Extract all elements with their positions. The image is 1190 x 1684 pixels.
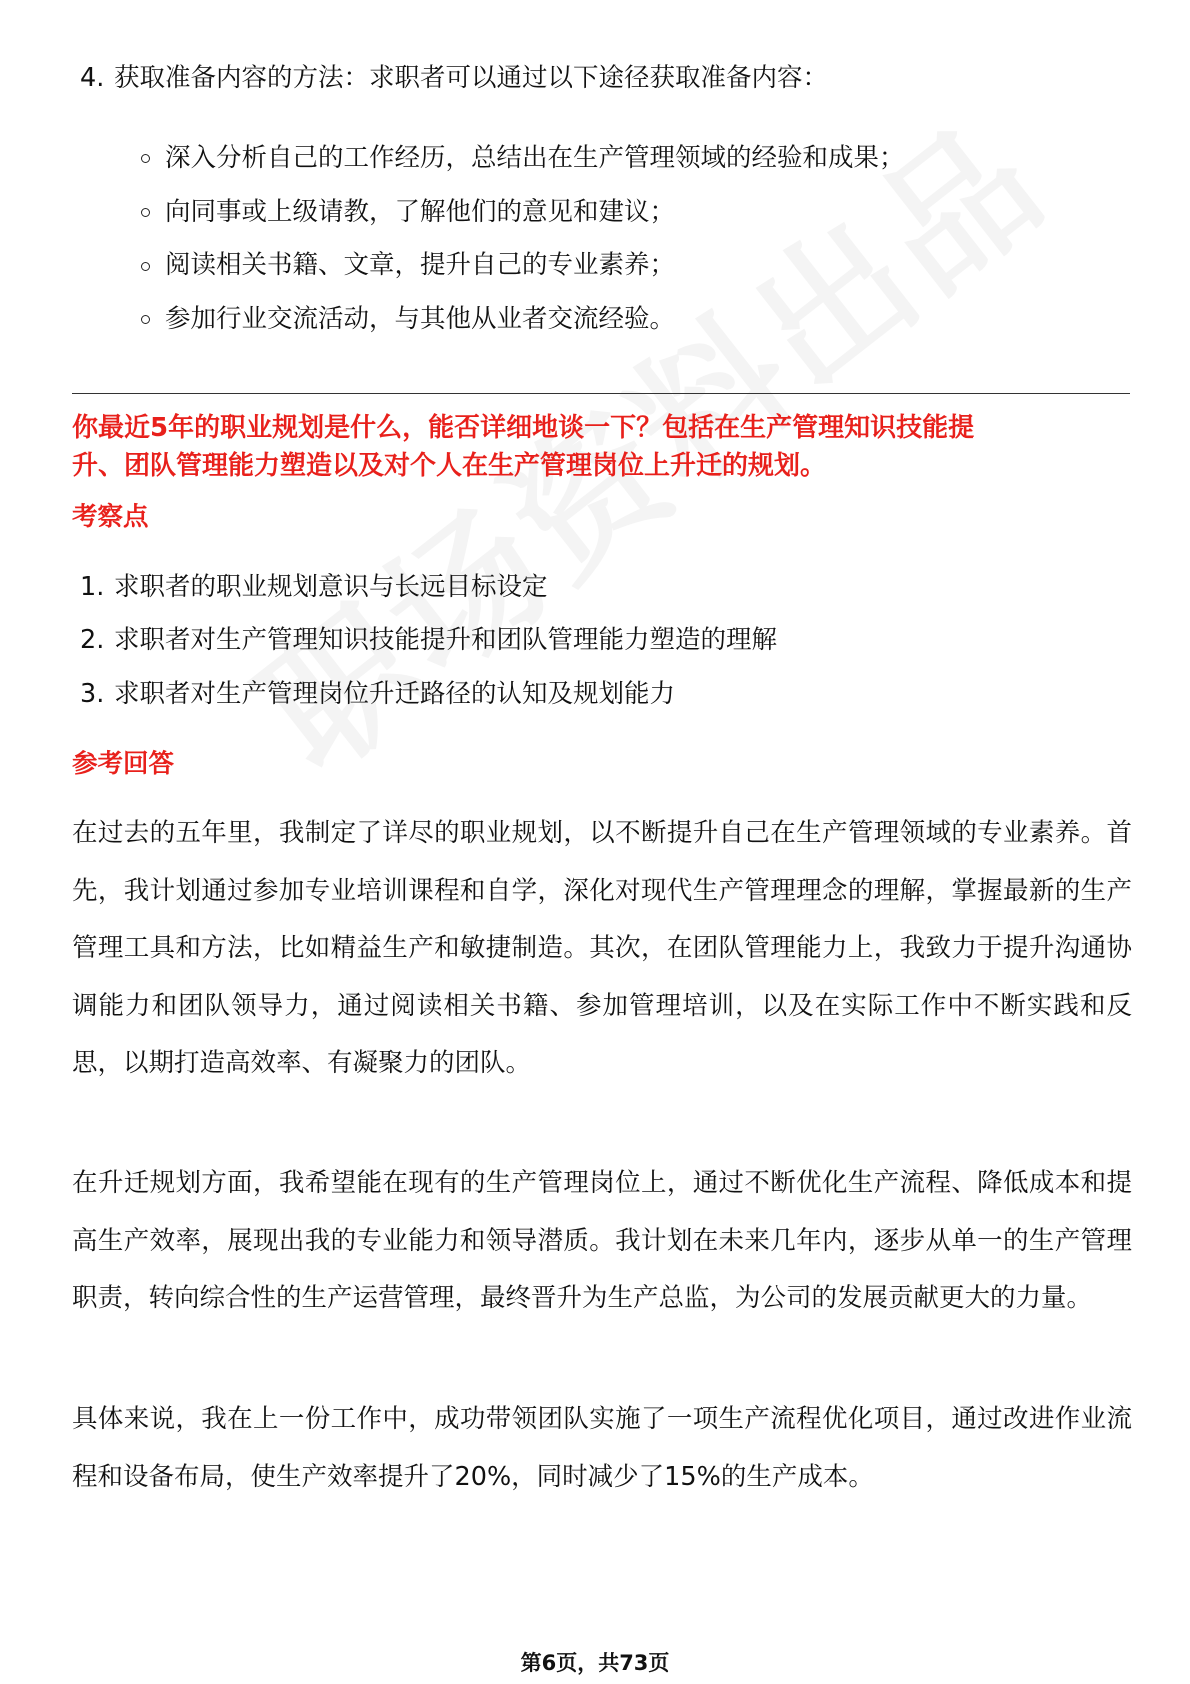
answer-heading: 参考回答	[72, 749, 175, 779]
bullet-icon	[141, 315, 150, 324]
question-title	[72, 409, 1132, 485]
answer-paragraph: 在升迁规划方面，我希望能在现有的生产管理岗位上，通过不断优化生产流程、降低成本和提高生产效率，展现出我的专业能力和领导潜质。我计划在未来几年内，逐步从单一的生产管理职责，转向综合性的生产运营管理，最终晋升为生产总监，为公司的发展贡献更大的力量。	[72, 1168, 1132, 1314]
assessment-heading: 考察点	[72, 502, 149, 532]
bullet-icon	[141, 208, 150, 217]
assessment-item: 求职者的职业规划意识与长远目标设定	[114, 572, 548, 602]
question-line: 你最近5年的职业规划是什么，能否详细地谈一下？包括在生产管理知识技能提	[72, 413, 975, 443]
bullet-item: 深入分析自己的工作经历，总结出在生产管理领域的经验和成果；	[165, 143, 905, 173]
section-divider	[72, 393, 1130, 394]
method-item-text: 获取准备内容的方法：求职者可以通过以下途径获取准备内容：	[114, 63, 829, 93]
assessment-item: 求职者对生产管理岗位升迁路径的认知及规划能力	[114, 679, 676, 709]
list-number: 3.	[80, 679, 105, 709]
bullet-icon	[141, 154, 150, 163]
question-line: 升、团队管理能力塑造以及对个人在生产管理岗位上升迁的规划。	[72, 451, 827, 481]
bullet-item: 向同事或上级请教，了解他们的意见和建议；	[165, 197, 676, 227]
assessment-item: 求职者对生产管理知识技能提升和团队管理能力塑造的理解	[114, 625, 778, 655]
list-number: 1.	[80, 572, 105, 602]
answer-paragraph: 在过去的五年里，我制定了详尽的职业规划，以不断提升自己在生产管理领域的专业素养。首先，我计划通过参加专业培训课程和自学，深化对现代生产管理理念的理解，掌握最新的生产管理工具和方法，比如精益生产和敏捷制造。其次，在团队管理能力上，我致力于提升沟通协调能力和团队领导力，通过阅读相关书籍、参加管理培训，以及在实际工作中不断实践和反思，以期打造高效率、有凝聚力的团队。	[72, 818, 1132, 1079]
answer-paragraph: 具体来说，我在上一份工作中，成功带领团队实施了一项生产流程优化项目，通过改进作业流程和设备布局，使生产效率提升了20%，同时减少了15%的生产成本。	[72, 1404, 1132, 1492]
list-number: 2.	[80, 625, 105, 655]
list-number: 4.	[80, 63, 105, 93]
bullet-item: 阅读相关书籍、文章，提升自己的专业素养；	[165, 250, 676, 280]
bullet-item: 参加行业交流活动，与其他从业者交流经验。	[165, 304, 676, 334]
page-number: 第6页，共73页	[520, 1651, 670, 1675]
bullet-icon	[141, 262, 150, 271]
